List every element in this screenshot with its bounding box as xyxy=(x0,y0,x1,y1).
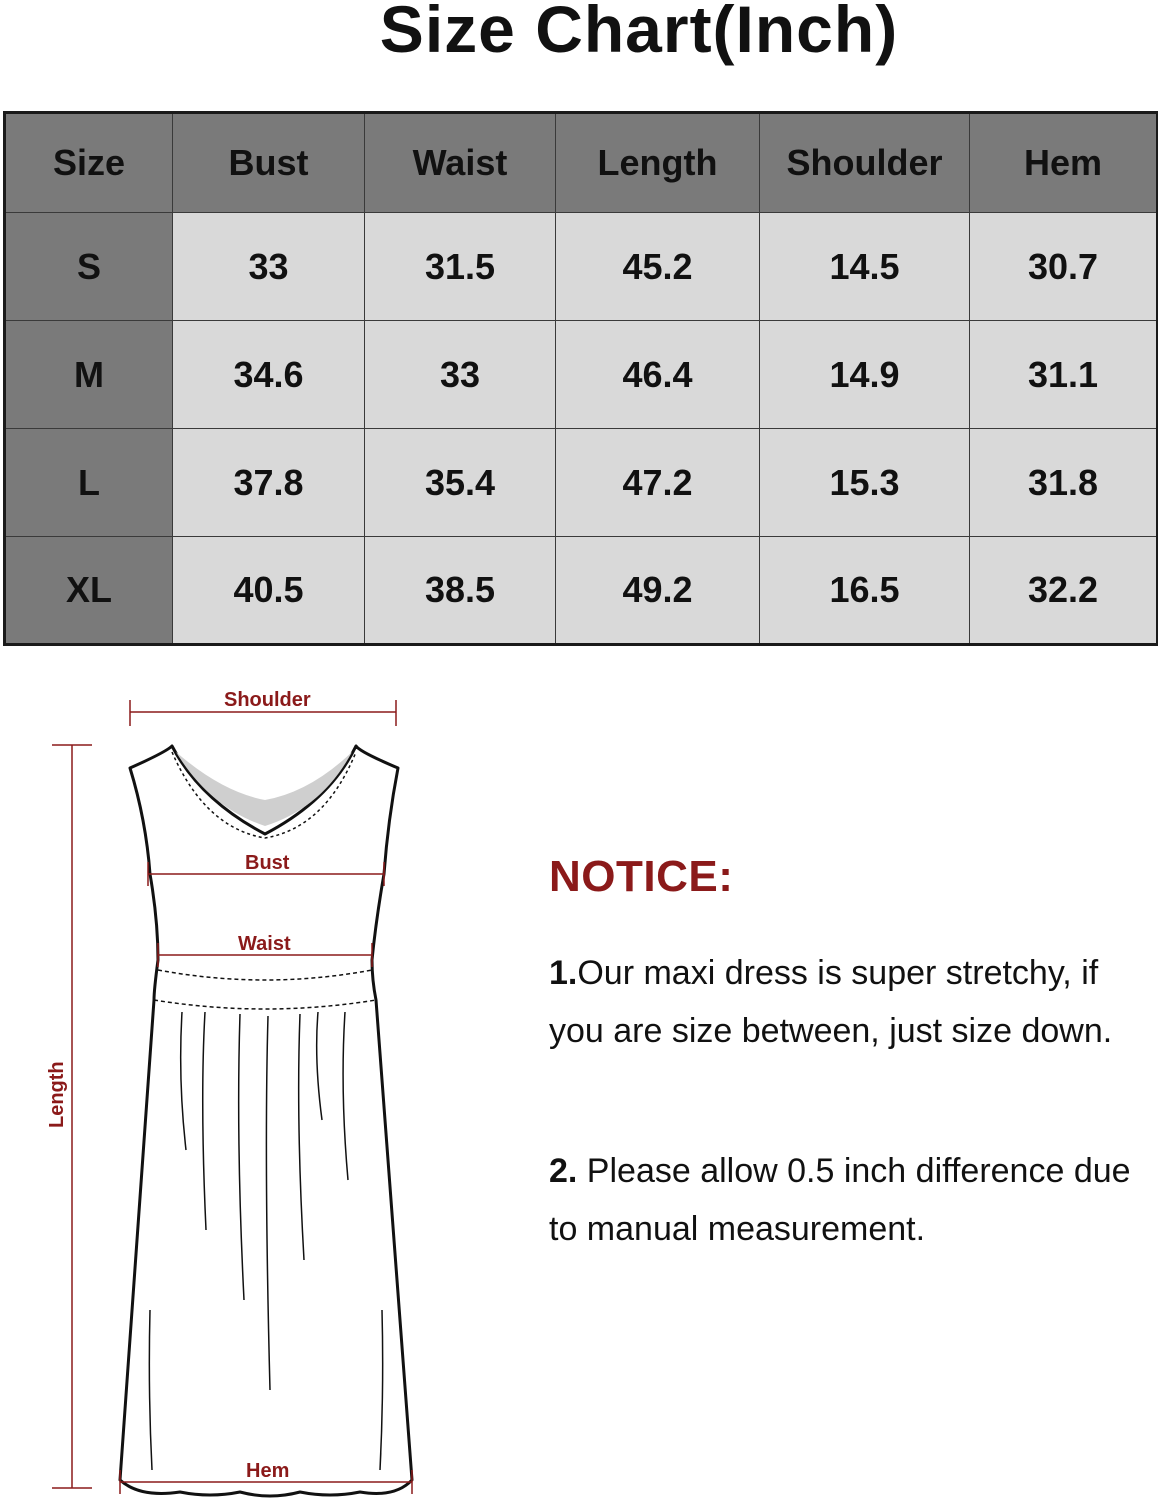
size-cell: XL xyxy=(5,537,173,645)
table-row xyxy=(5,537,1158,645)
table-row xyxy=(5,429,1158,537)
size-chart-table xyxy=(3,111,1158,646)
header-hem: Hem xyxy=(970,113,1158,213)
header-waist: Waist xyxy=(365,113,556,213)
size-cell: S xyxy=(5,213,173,321)
waist-cell: 31.5 xyxy=(365,213,556,321)
notice-item-1-number: 1. xyxy=(549,954,578,992)
length-cell: 49.2 xyxy=(556,537,760,645)
header-bust: Bust xyxy=(173,113,365,213)
dress-diagram xyxy=(0,660,450,1500)
hem-cell: 32.2 xyxy=(970,537,1158,645)
bust-label: Bust xyxy=(245,852,290,874)
bust-cell: 37.8 xyxy=(173,429,365,537)
header-row xyxy=(5,113,1158,213)
hem-label: Hem xyxy=(246,1460,290,1482)
skirt-pleats xyxy=(149,1012,382,1470)
shoulder-label: Shoulder xyxy=(224,689,311,711)
page-title: Size Chart(Inch) xyxy=(379,0,899,66)
header-size: Size xyxy=(5,113,173,213)
hem-cell: 30.7 xyxy=(970,213,1158,321)
shoulder-cell: 15.3 xyxy=(760,429,970,537)
shoulder-cell: 14.9 xyxy=(760,321,970,429)
bust-cell: 33 xyxy=(173,213,365,321)
shoulder-cell: 14.5 xyxy=(760,213,970,321)
bust-cell: 34.6 xyxy=(173,321,365,429)
waist-seam-top xyxy=(158,970,372,980)
waist-label: Waist xyxy=(238,933,291,955)
size-cell: M xyxy=(5,321,173,429)
notice-item-2-number: 2. xyxy=(549,1152,578,1190)
notice-item-2 xyxy=(549,1142,1149,1258)
length-label: Length xyxy=(46,1061,68,1128)
header-shoulder: Shoulder xyxy=(760,113,970,213)
hem-cell: 31.8 xyxy=(970,429,1158,537)
notice-item-1-text: Our maxi dress is super stretchy, if you are size between, just size down. xyxy=(549,954,1113,1050)
length-cell: 47.2 xyxy=(556,429,760,537)
table-row xyxy=(5,213,1158,321)
waist-seam-bottom xyxy=(154,1000,376,1009)
header-length: Length xyxy=(556,113,760,213)
bust-cell: 40.5 xyxy=(173,537,365,645)
waist-cell: 38.5 xyxy=(365,537,556,645)
length-cell: 46.4 xyxy=(556,321,760,429)
hem-cell: 31.1 xyxy=(970,321,1158,429)
size-cell: L xyxy=(5,429,173,537)
notice-title: NOTICE: xyxy=(549,852,734,901)
shoulder-cell: 16.5 xyxy=(760,537,970,645)
notice-item-2-text: Please allow 0.5 inch difference due to manual measurement. xyxy=(549,1152,1131,1248)
length-cell: 45.2 xyxy=(556,213,760,321)
table-row xyxy=(5,321,1158,429)
notice-item-1 xyxy=(549,944,1149,1060)
waist-cell: 35.4 xyxy=(365,429,556,537)
waist-cell: 33 xyxy=(365,321,556,429)
